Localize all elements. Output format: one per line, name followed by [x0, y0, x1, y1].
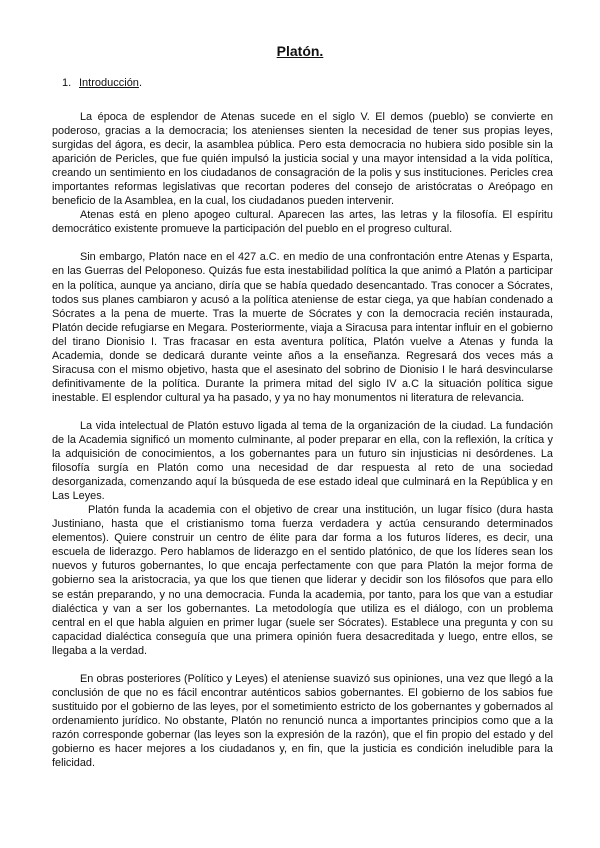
paragraph-vida-platon: Sin embargo, Platón nace en el 427 a.C. en medio de una confrontación entre Atenas y Esparta, en las Guerras del Peloponeso. Quizás fue esta inestabilidad política la que animó a Platón a participar en la política, aunque ya anciano, diría que se había quedado desencantado. Tras conocer a Sócrates, todos sus planes cambiaron y acusó a la política ateniense de estar ciega, ya que habían condenado a Sócrates a la pena de muerte. Tras la muerte de Sócrates y con la democracia recién instaurada, Platón decide refugiarse en Megara. Posteriormente, viaja a Siracusa para intentar influir en el gobierno del tirano Dionisio I. Tras fracasar en esta aventura política, Platón vuelve a Atenas y funda la Academia, donde se dedicará durante veinte años a la enseñanza. Regresará dos veces más a Siracusa con el mismo objetivo, hasta que el asesinato del sobrino de Dionisio I le hará desvincularse definitivamente de la política. Durante la primera mitad del siglo IV a.C la situación política sigue inestable. El esplendor cultural ya ha pasado, y ya no hay monumentos ni literatura de relevancia. [52, 251, 553, 404]
paragraph-atenas-siglo-v: La época de esplendor de Atenas sucede en el siglo V. El demos (pueblo) se convierte en poderoso, gracias a la democracia; los atenienses sienten la necesidad de tener sus propias leyes, surgidas del ágora, es decir, la asamblea pública. Pero esta democracia no hubiera sido posible sin la aparición de Pericles, que fue quién impulsó la justicia social y una mayor intensidad a la vida política, creando un sentimiento en los ciudadanos de consagración de la polis y sus instituciones. Pericles crea importantes reformas legislativas que recortan poderes del consejo de aristócratas o Areópago en beneficio de la Asamblea, en la cual, los ciudadanos pueden intervenir. [52, 111, 553, 208]
section-heading [62, 76, 600, 90]
section-number: 1. [62, 77, 72, 89]
section-label: Introducción [79, 77, 139, 89]
paragraph-academia: Platón funda la academia con el objetivo de crear una institución, un lugar físico (dura hasta Justiniano, hasta que el cristianismo toma fuerza verdadera y actúa censurando determinados elementos). Quiere construir un centro de élite para dar forma a los futuros líderes, es decir, una escuela de liderazgo. Pero hablamos de liderazgo en el sentido platónico, de que los líderes sean los nuevos y futuros gobernantes, lo que encaja perfectamente con que para Platón la mejor forma de gobierno sea la aristocracia, ya que los que tienen que liderar y decidir son los filósofos que para ello se están preparando, y no una democracia. Funda la academia, por tanto, para los que van a estudiar dialéctica y van a ser los gobernantes. La metodología que utiliza es el diálogo, con un problema central en el que habla alguien en primer lugar (suele ser Sócrates). Establece una pregunta y con su capacidad dialéctica conseguía que una primera opinión fuera desacreditada y luego, entre ellos, se llegaba a la verdad. [52, 504, 553, 657]
paragraph-obras-posteriores: En obras posteriores (Político y Leyes) el ateniense suavizó sus opiniones, una vez que llegó a la conclusión de que no es fácil encontrar auténticos sabios gobernantes. El gobierno de los sabios fue sustituido por el gobierno de las leyes, por el sometimiento estricto de los gobernantes y gobernados al ordenamiento jurídico. No obstante, Platón no renunció nunca a importantes principios como que a la razón corresponde gobernar (las leyes son la expresión de la razón), que el fin propio del estado y del gobierno es hacer mejores a los ciudadanos y, en fin, que la justicia es condición ineludible para la felicidad. [52, 672, 553, 770]
paragraph-apogeo-cultural: Atenas está en pleno apogeo cultural. Aparecen las artes, las letras y la filosofía. El espíritu democrático existente promueve la participación del pueblo en el progreso cultural. [52, 209, 553, 236]
section-suffix: . [138, 77, 142, 89]
document-title: Platón. [276, 43, 324, 59]
paragraph-vida-intelectual: La vida intelectual de Platón estuvo ligada al tema de la organización de la ciudad. La fundación de la Academia significó un momento culminante, al poder preparar en ella, con la reflexión, la crítica y la adquisición de conocimientos, a los gobernantes para un futuro sin injusticias ni desórdenes. La filosofía surgía en Platón como una necesidad de dar respuesta al reto de una sociedad desorganizada, comenzando aquí la búsqueda de ese estado ideal que culminará en la República y en Las Leyes. [52, 419, 553, 503]
